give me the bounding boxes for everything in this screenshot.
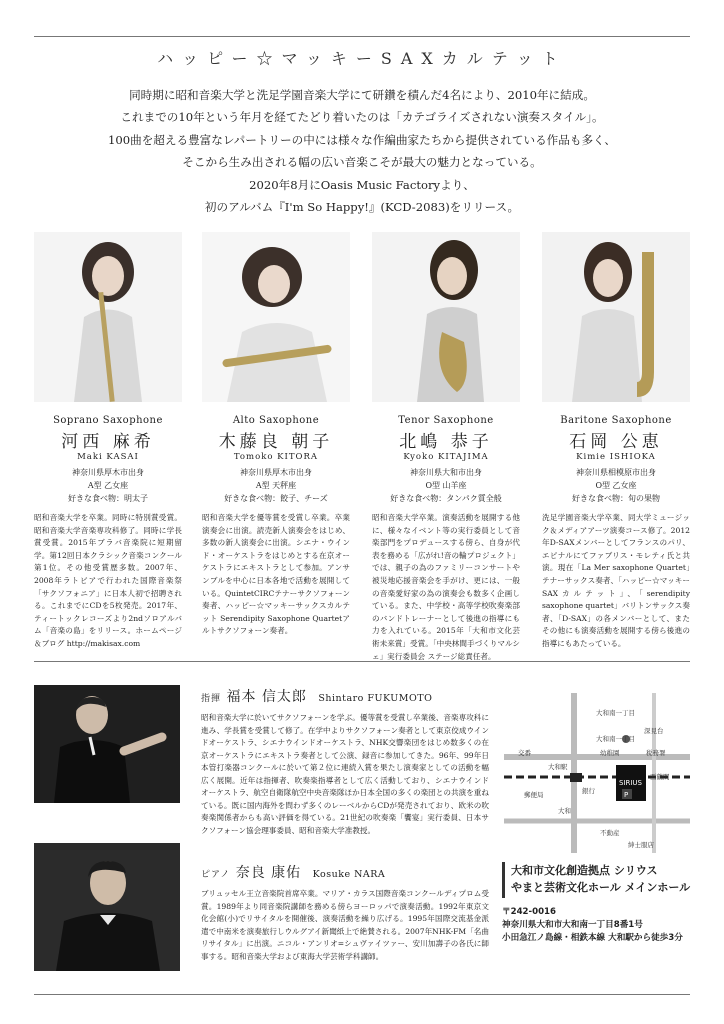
pianist-name: 奈良 康佑 bbox=[235, 865, 302, 881]
map-label: 大和南一丁目 bbox=[596, 709, 635, 717]
conductor-heading bbox=[201, 686, 432, 706]
player-food: 好きな食べ物：餃子、チーズ bbox=[224, 494, 328, 503]
intro-text bbox=[0, 84, 724, 218]
player-card-soprano bbox=[34, 232, 182, 651]
player-bio: 洗足学園音楽大学卒業、同大学ミュージック＆メディアアーツ演奏コース修了。2012年D-SAXメンバーとしてフランスのパリ、エピナルにてファブリス・モレティ氏と共演。現在「La Mer saxophone Quartet」テナーサックス奏者、「ハッピー☆マッキーSAXカルテット」、「serendipity saxophone quartet」バリトンサックス奏者、「D-SAX」の各メンバーとして、またその他にも演奏活動を展開する傍ら後進の指導にもあたっている。 bbox=[542, 513, 690, 648]
instrument-label: Soprano Saxophone bbox=[53, 415, 163, 426]
player-name: 河西 麻希 bbox=[61, 432, 155, 452]
player-blood-sign: A型 天秤座 bbox=[255, 481, 297, 490]
player-roman-name: Maki KASAI bbox=[77, 452, 139, 462]
player-photo bbox=[542, 232, 690, 402]
page-title: ハッピー☆マッキーSAXカルテット bbox=[157, 49, 567, 68]
player-food: 好きな食べ物：旬の果物 bbox=[572, 494, 660, 503]
player-info bbox=[542, 466, 690, 505]
player-blood-sign: A型 乙女座 bbox=[87, 481, 129, 490]
intro-line: そこから生み出される幅の広い音楽こそが最大の魅力となっている。 bbox=[182, 155, 542, 170]
address-access: 小田急江ノ島線・相鉄本線 大和駅から徒歩3分 bbox=[502, 933, 683, 943]
map-label: 税務署 bbox=[646, 749, 666, 757]
player-origin: 神奈川県厚木市出身 bbox=[240, 468, 312, 477]
player-photo bbox=[372, 232, 520, 402]
conductor-photo bbox=[34, 685, 180, 803]
player-origin: 神奈川県厚木市出身 bbox=[72, 468, 144, 477]
map-label: 大和 bbox=[558, 807, 571, 815]
player-card-alto bbox=[202, 232, 350, 638]
intro-line: 初のアルバム『I'm So Happy!』(KCD-2083)をリリース。 bbox=[204, 200, 520, 215]
player-info bbox=[372, 466, 520, 505]
instrument-label: Alto Saxophone bbox=[232, 415, 320, 426]
map-label: 不動産 bbox=[600, 829, 620, 837]
player-origin: 神奈川県大和市出身 bbox=[410, 468, 482, 477]
pianist-roman-name: Kosuke NARA bbox=[312, 869, 386, 880]
player-bio: 昭和音楽大学を優等賞を受賞し卒業。卒業演奏会に出演。読売新人演奏会をはじめ、多数の新人演奏会に出演。シエナ・ウインド・オーケストラをはじめとする在京オーケストラにエキストラとして参加。アンサンブルを中心に日本各地で活動を展開している。QuintetCIRCテナーサクソフォーン奏者、ハッピー☆マッキーサックスカルテット Serendipity Saxophone Quartetアルトサクソフォーン奏者。 bbox=[202, 513, 350, 636]
player-card-tenor bbox=[372, 232, 520, 663]
intro-line: 同時期に昭和音楽大学と洗足学園音楽大学にて研鑽を積んだ4名により、2010年に結成。 bbox=[129, 88, 595, 102]
intro-line: これまでの10年という年月を経てたどり着いたのは「カテゴライズされない演奏スタイル」。 bbox=[120, 110, 604, 125]
middle-divider bbox=[34, 661, 690, 662]
player-name: 木藤良 朝子 bbox=[218, 432, 334, 452]
player-roman-name: Kimie ISHIOKA bbox=[576, 452, 656, 462]
intro-line: 2020年8月にOasis Music Factoryより、 bbox=[249, 177, 475, 192]
map-label: 紳士服店 bbox=[628, 841, 654, 849]
instrument-label: Tenor Saxophone bbox=[398, 415, 494, 426]
map-label: 西鶴間 bbox=[650, 773, 670, 781]
conductor-role: 指揮 bbox=[201, 694, 222, 704]
address-street: 神奈川県大和市大和南一丁目8番1号 bbox=[502, 920, 643, 930]
player-origin: 神奈川県相模原市出身 bbox=[576, 468, 656, 477]
address-postal: 〒242-0016 bbox=[502, 907, 557, 917]
pianist-heading bbox=[201, 862, 385, 882]
player-name: 石岡 公恵 bbox=[569, 432, 663, 452]
top-divider bbox=[34, 36, 690, 37]
player-blood-sign: O型 山羊座 bbox=[425, 481, 467, 490]
conductor-roman-name: Shintaro FUKUMOTO bbox=[318, 693, 433, 704]
map-label: 銀行 bbox=[582, 787, 595, 795]
map-parking-label: P bbox=[624, 791, 629, 799]
player-card-baritone bbox=[542, 232, 690, 651]
player-blood-sign: O型 乙女座 bbox=[595, 481, 637, 490]
venue-line-1: 大和市文化創造拠点 シリウス bbox=[511, 864, 658, 877]
map-label: 幼稚園 bbox=[600, 749, 620, 757]
player-info bbox=[34, 466, 182, 505]
conductor-bio: 昭和音楽大学に於いてサクソフォーンを学ぶ。優等賞を受賞し卒業後、音楽専攻科に進み、学長賞を受賞して修了。在学中よりサクソフォーン奏者として東京佼成ウインドオーケストラ、シエナウインドオーケストラ、NHK交響楽団をはじめ数多くの在京オーケストラにエキストラ奏者として公演、録音に参加してきた。96年、99年日本管打楽器コンクールに於いて第２位に連続入賞を果たし演奏家としての活動を幅広く展開。近年は指揮者、吹奏楽指導者として広く活動しており、シエナウインドオーケストラ、航空自衛隊航空中央音楽隊ほか日本全国の多くの楽団との共演を重ねている。既に国内海外を問わず多くのレーベルからCDが発売されており、欧米の吹奏楽関係者からも高い評価を得ている。21世紀の吹奏楽「饗宴」実行委員、日本サクソフォーン協会理事委員、昭和音楽大学准教授。 bbox=[201, 713, 489, 835]
player-bio: 昭和音楽大学を卒業。同時に特別賞受賞。昭和音楽大学音楽専攻科修了。同時に学長賞受賞。2015年ブラバ音楽院に短期留学。第12回日本クラシック音楽コンクール第1位。その他受賞歴多数。2007年、2008年ラトビアで行われた国際音楽祭「サクソフォニア」に日本人初で招聘される。これまでにCDを5枚発売。2017年、ティートックレコーズより2ndソロアルバム「音楽の島」をリリース。ホームページ＆ブログ http://makisax.com bbox=[34, 513, 182, 648]
map-venue-label: SIRIUS bbox=[619, 779, 643, 787]
pianist-role: ピアノ bbox=[201, 870, 231, 880]
map-label: 交番 bbox=[518, 749, 531, 757]
map-label: 大和駅 bbox=[548, 763, 568, 771]
player-food: 好きな食べ物：明太子 bbox=[68, 494, 148, 503]
player-photo bbox=[202, 232, 350, 402]
conductor-name: 福本 信太郎 bbox=[226, 689, 307, 705]
venue-name bbox=[502, 862, 699, 898]
player-name: 北嶋 恭子 bbox=[399, 432, 493, 452]
pianist-photo bbox=[34, 843, 180, 971]
venue-address bbox=[502, 906, 702, 945]
bottom-divider bbox=[34, 994, 690, 995]
map-label: 深見台 bbox=[644, 727, 664, 735]
venue-line-2: やまと芸術文化ホール メインホール bbox=[511, 881, 691, 894]
player-roman-name: Kyoko KITAJIMA bbox=[403, 452, 489, 462]
player-food: 好きな食べ物：タンパク質全般 bbox=[390, 494, 502, 503]
instrument-label: Baritone Saxophone bbox=[560, 415, 672, 426]
venue-map bbox=[504, 693, 690, 853]
map-label: 大和南一丁目 bbox=[596, 735, 635, 743]
player-info bbox=[202, 466, 350, 505]
map-label: 郵便局 bbox=[524, 791, 544, 799]
player-roman-name: Tomoko KITORA bbox=[233, 452, 319, 462]
player-bio: 昭和音楽大学卒業。演奏活動を展開する他に、様々なイベント等の実行委員として音楽部門をプロデュースする傍ら、自身が代表を務める「広がれ!音の輪プロジェクト」では、親子の為のファミリーコンサートや被災地応援音楽会を手がけ、更には、一般の音楽愛好家の為の演奏会も数多く企画している。また、中学校・高等学校吹奏楽部のバンドトレーナーとして後進の指導にも力を入れている。2015年「大和市文化芸術未来賞」受賞。「中央林間手づくりマルシェ」実行委員会 ステージ総責任者。 bbox=[372, 513, 520, 661]
intro-line: 100曲を超える豊富なレパートリーの中には様々な作編曲家たちから提供されている作品も多く、 bbox=[107, 132, 617, 147]
pianist-bio: ブリュッセル王立音楽院首席卒業。マリア・カラス国際音楽コンクールディプロム受賞。1989年より同音楽院講師を務める傍らヨーロッパで演奏活動。1992年東京文化会館(小)でリサイタルを開催後、演奏活動を繰り広げる。1995年国際交流基金派遣で中南米を演奏旅行しウルグアイ新聞紙上で絶賛される。2007年NHK-FM「名曲リサイタル」に出演。ニコル・アンリオ=シュヴァイツァー、安川加壽子の各氏に師事する。昭和音楽大学および東海大学芸術学科講師。 bbox=[201, 889, 489, 961]
player-photo bbox=[34, 232, 182, 402]
